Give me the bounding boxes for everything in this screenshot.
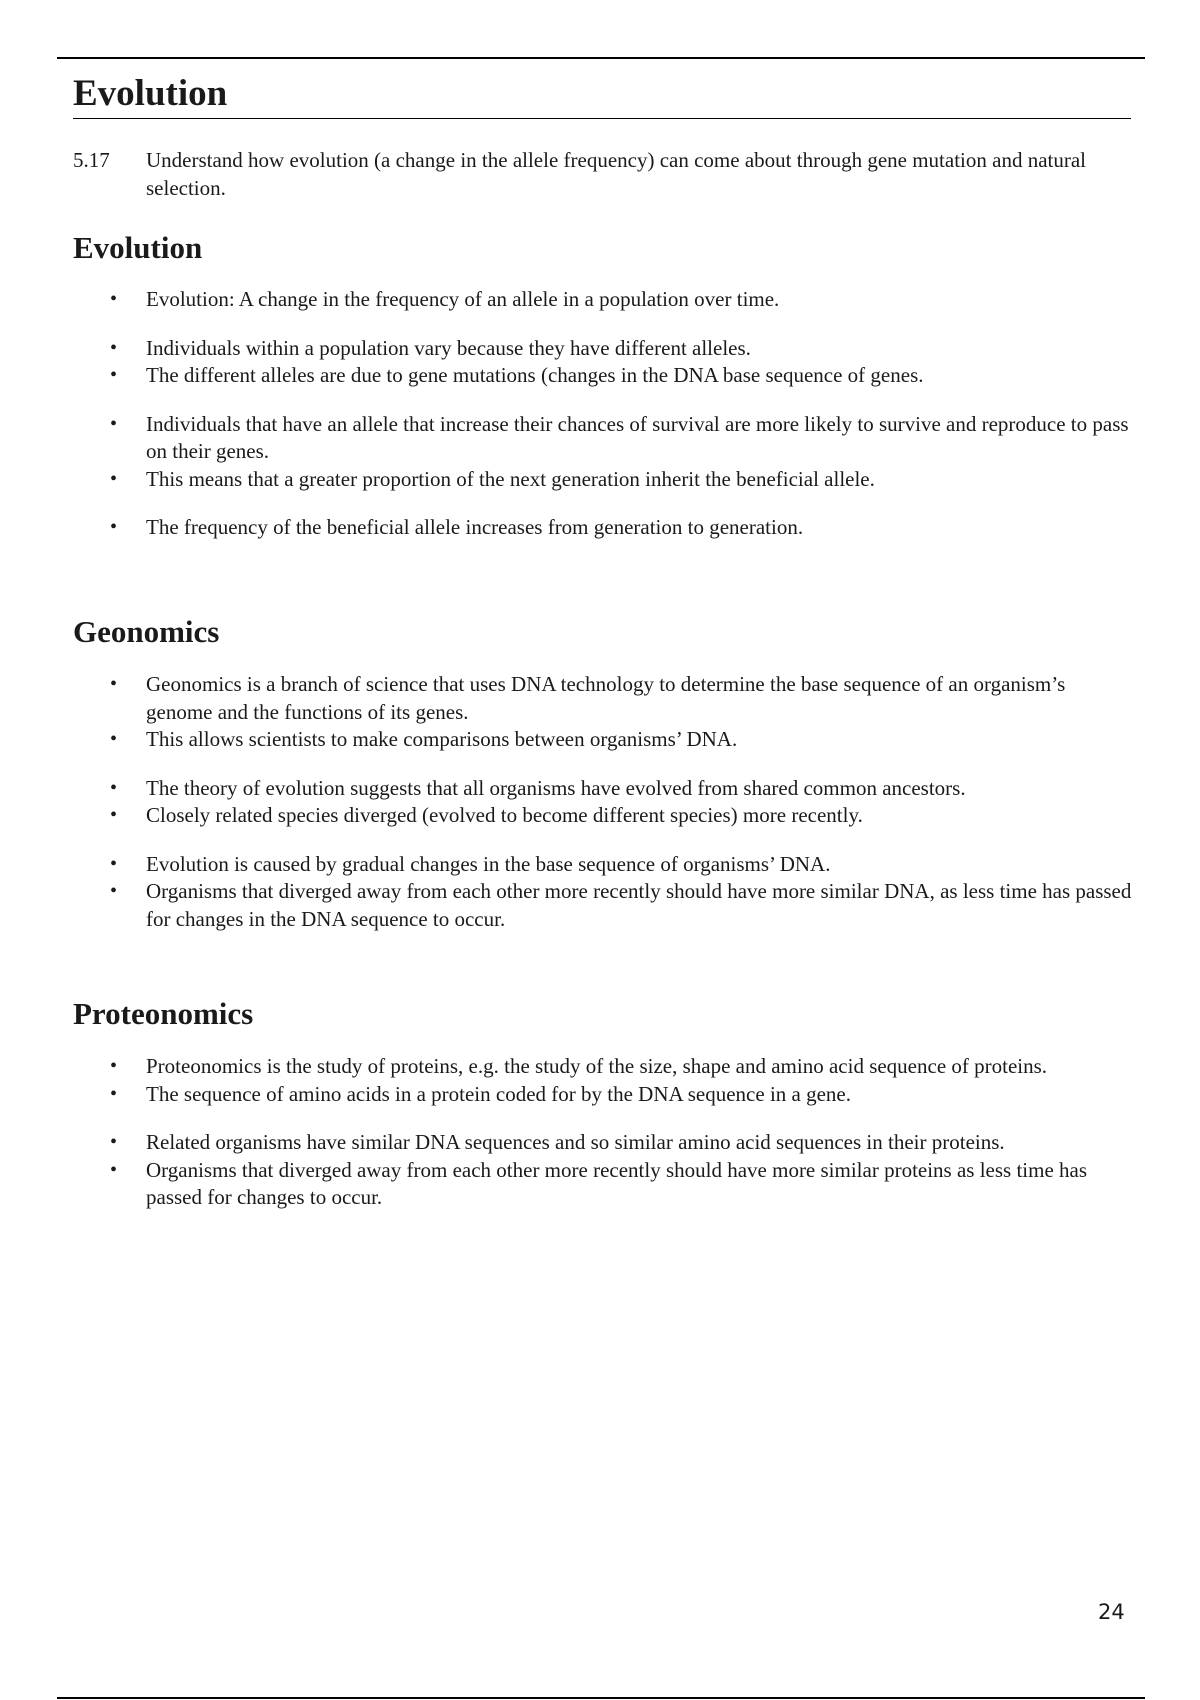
bullet-icon: • [110,1055,118,1077]
bullet-group [73,1053,1133,1108]
bullet-icon: • [110,880,118,902]
bullet-icon: • [110,288,118,310]
bullet-icon: • [110,412,118,435]
learning-objective [73,146,1133,202]
section-heading: Geonomics [73,614,220,649]
bullet-icon: • [110,776,118,799]
bullet-icon: • [110,804,118,826]
list-item [73,802,1133,830]
section-heading: Evolution [73,230,203,265]
page-number: 24 [1098,1600,1125,1624]
bullet-icon: • [110,1158,118,1181]
section-geonomics [73,612,1133,933]
list-item-text: Evolution: A change in the frequency of an allele in a population over time. [146,287,780,311]
list-item [73,1157,1133,1212]
bullet-group [73,411,1133,494]
list-item-text: Organisms that diverged away from each other more recently should have more similar proteins as less time has passed for changes to occur. [146,1157,1088,1209]
bullet-icon: • [110,673,118,695]
bullet-group [73,671,1133,754]
bullet-icon: • [110,467,118,490]
list-item [73,775,1133,803]
bullet-group [73,1129,1133,1212]
list-item [73,671,1133,726]
list-item-text: Proteonomics is the study of proteins, e.g. the study of the size, shape and amino acid sequence of proteins. [146,1054,1048,1078]
objective-number: 5.17 [73,148,110,172]
list-item [73,335,1133,363]
list-item [73,411,1133,466]
list-item-text: Evolution is caused by gradual changes in the base sequence of organisms’ DNA. [146,851,831,876]
bullet-icon: • [110,1131,118,1153]
bullet-group [73,335,1133,390]
list-item-text: Geonomics is a branch of science that uses DNA technology to determine the base sequence of an organism’s genome and the functions of its genes. [146,672,1066,724]
list-item [73,726,1133,754]
list-item [73,1053,1133,1081]
title-underline [73,118,1131,119]
section-heading: Proteonomics [73,996,254,1031]
list-item [73,514,1133,542]
list-item-text: Organisms that diverged away from each other more recently should have more similar DNA, as less time has passed for changes in the DNA sequence to occur. [146,879,1132,931]
bullet-icon: • [110,852,118,875]
list-item-text: Individuals within a population vary because they have different alleles. [146,335,751,360]
bullet-icon: • [110,364,118,386]
list-item-text: This means that a greater proportion of the next generation inherit the beneficial allele. [146,466,875,491]
list-item [73,466,1133,494]
page-title: Evolution [73,73,228,114]
list-item-text: Related organisms have similar DNA sequences and so similar amino acid sequences in their proteins. [146,1130,1005,1154]
bullet-group [73,514,1133,542]
list-item-text: This allows scientists to make comparisons between organisms’ DNA. [146,727,738,751]
list-item-text: The sequence of amino acids in a protein coded for by the DNA sequence in a gene. [146,1081,851,1106]
list-item [73,1129,1133,1157]
bullet-group [73,286,1133,314]
section-proteonomics [73,994,1133,1212]
list-item-text: The frequency of the beneficial allele increases from generation to generation. [146,515,804,539]
list-item-text: The different alleles are due to gene mutations (changes in the DNA base sequence of genes. [146,363,924,387]
bottom-rule [57,1697,1145,1699]
list-item [73,1081,1133,1109]
list-item [73,878,1133,933]
bullet-icon: • [110,516,118,538]
list-item-text: Closely related species diverged (evolved to become different species) more recently. [146,803,863,827]
list-item-text: Individuals that have an allele that increase their chances of survival are more likely to survive and reproduce to pass on their genes. [146,411,1129,463]
list-item [73,851,1133,879]
list-item [73,362,1133,390]
bullet-icon: • [110,1082,118,1105]
objective-text: Understand how evolution (a change in the allele frequency) can come about through gene mutation and natural selection. [146,148,1086,200]
list-item [73,286,1133,314]
top-rule [57,57,1145,59]
bullet-icon: • [110,728,118,750]
section-evolution [73,228,1133,542]
bullet-group [73,775,1133,830]
bullet-icon: • [110,336,118,359]
list-item-text: The theory of evolution suggests that all organisms have evolved from shared common ancestors. [146,775,966,800]
bullet-group [73,851,1133,934]
